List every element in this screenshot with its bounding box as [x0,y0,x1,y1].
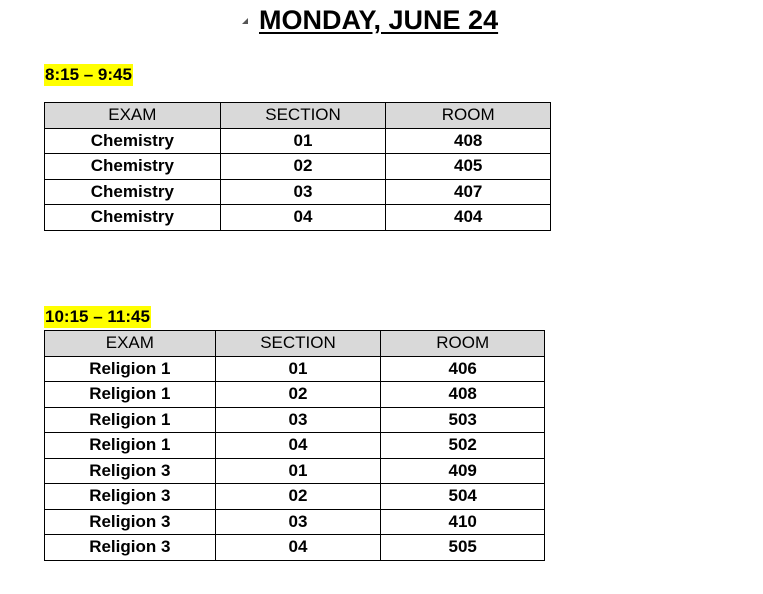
room-cell: 409 [381,458,545,484]
section-cell: 04 [215,433,381,459]
table-header-row [45,103,551,129]
section-cell: 03 [220,179,386,205]
exam-cell: Religion 3 [45,535,216,561]
exam-cell: Chemistry [45,205,221,231]
table-row [45,205,551,231]
table-row [45,154,551,180]
section-cell: 01 [220,128,386,154]
room-cell: 410 [381,509,545,535]
room-cell: 505 [381,535,545,561]
column-header-section: SECTION [215,331,381,357]
room-cell: 408 [386,128,551,154]
exam-cell: Religion 3 [45,484,216,510]
column-header-exam: EXAM [45,103,221,129]
room-cell: 407 [386,179,551,205]
table-row [45,179,551,205]
exam-cell: Chemistry [45,154,221,180]
section-cell: 03 [215,509,381,535]
column-header-section: SECTION [220,103,386,129]
room-cell: 503 [381,407,545,433]
table-row [45,128,551,154]
table-row [45,458,545,484]
column-header-room: ROOM [386,103,551,129]
exam-cell: Religion 3 [45,458,216,484]
session-2-time-label: 10:15 – 11:45 [45,307,150,326]
exam-cell: Religion 1 [45,433,216,459]
room-cell: 405 [386,154,551,180]
table-row [45,484,545,510]
column-header-exam: EXAM [45,331,216,357]
exam-cell: Religion 3 [45,509,216,535]
table-row [45,509,545,535]
table-row [45,382,545,408]
room-cell: 408 [381,382,545,408]
section-cell: 02 [215,382,381,408]
table-row [45,356,545,382]
section-cell: 01 [215,356,381,382]
column-header-room: ROOM [381,331,545,357]
session-1-table [44,102,551,231]
room-cell: 406 [381,356,545,382]
collapse-triangle-icon[interactable] [242,18,248,24]
section-cell: 02 [215,484,381,510]
section-cell: 04 [220,205,386,231]
section-cell: 02 [220,154,386,180]
section-cell: 01 [215,458,381,484]
table-row [45,433,545,459]
table-row [45,535,545,561]
table-row [45,407,545,433]
room-cell: 404 [386,205,551,231]
room-cell: 504 [381,484,545,510]
heading-row [0,4,763,38]
session-2-table [44,330,545,561]
table-header-row [45,331,545,357]
exam-cell: Religion 1 [45,407,216,433]
section-cell: 03 [215,407,381,433]
exam-cell: Religion 1 [45,382,216,408]
room-cell: 502 [381,433,545,459]
session-1-time-label: 8:15 – 9:45 [45,65,132,84]
exam-cell: Chemistry [45,128,221,154]
section-cell: 04 [215,535,381,561]
page-title: MONDAY, JUNE 24 [259,5,499,35]
exam-cell: Religion 1 [45,356,216,382]
exam-cell: Chemistry [45,179,221,205]
